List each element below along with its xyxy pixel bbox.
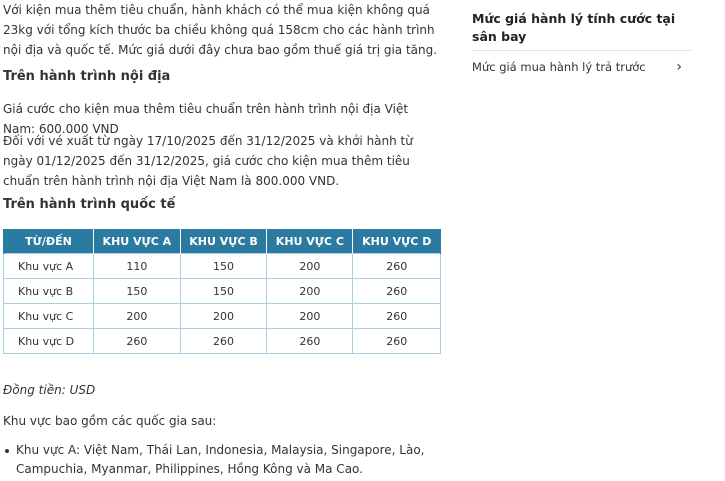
currency-note: Đồng tiền: USD: [3, 383, 96, 397]
table-header-cell: KHU VỰC A: [94, 229, 181, 254]
table-cell: 260: [353, 279, 441, 304]
table-header-cell: TỪ/ĐẾN: [4, 229, 94, 254]
prepaid-baggage-link-label: Mức giá mua hành lý trả trước: [472, 60, 646, 74]
table-cell: Khu vực C: [4, 304, 94, 329]
table-header-cell: KHU VỰC D: [353, 229, 441, 254]
list-item: Khu vực A: Việt Nam, Thái Lan, Indonesia, Malaysia, Singapore, Lào, Campuchia, Myanmar, Philippines, Hồng Kông và Ma Cao.: [3, 441, 443, 479]
table-cell: Khu vực B: [4, 279, 94, 304]
table-row: [4, 254, 441, 279]
sidebar-title: Mức giá hành lý tính cước tại sân bay: [472, 11, 676, 44]
table-cell: 200: [267, 304, 353, 329]
domestic-heading: Trên hành trình nội địa: [3, 69, 171, 84]
sidebar-divider: [472, 50, 692, 51]
table-cell: Khu vực D: [4, 329, 94, 354]
sidebar: [472, 10, 692, 75]
table-row: [4, 304, 441, 329]
table-row: [4, 329, 441, 354]
table-cell: 200: [94, 304, 181, 329]
table-cell: 260: [94, 329, 181, 354]
domestic-price-text: Giá cước cho kiện mua thêm tiêu chuẩn trên hành trình nội địa Việt Nam: 600.000 VND: [3, 102, 409, 136]
table-header-row: [4, 229, 441, 254]
regions-list: [3, 441, 443, 479]
prepaid-baggage-link[interactable]: [472, 60, 682, 76]
table-cell: 260: [353, 304, 441, 329]
chevron-right-icon: ›: [676, 59, 682, 75]
table-cell: 110: [94, 254, 181, 279]
international-price-table: [3, 229, 441, 354]
table-header-cell: KHU VỰC B: [180, 229, 267, 254]
intro-paragraph: Với kiện mua thêm tiêu chuẩn, hành khách có thể mua kiện không quá 23kg với tổng kích thước ba chiều không quá 158cm cho các hành trình nội địa và quốc tế. Mức giá dưới đây chưa bao gồm thuế giá trị gia tăng.: [3, 3, 438, 57]
table-cell: 150: [180, 254, 267, 279]
table-cell: 200: [267, 279, 353, 304]
table-cell: 260: [180, 329, 267, 354]
table-cell: 260: [353, 254, 441, 279]
table-cell: 200: [267, 254, 353, 279]
table-cell: 260: [267, 329, 353, 354]
table-cell: 150: [180, 279, 267, 304]
domestic-promo-text: Đối với vé xuất từ ngày 17/10/2025 đến 31/12/2025 và khởi hành từ ngày 01/12/2025 đến 31/12/2025, giá cước cho kiện mua thêm tiêu chuẩn trên hành trình nội địa Việt Nam là 800.000 VND.: [3, 134, 413, 188]
international-heading: Trên hành trình quốc tế: [3, 197, 176, 212]
regions-intro: Khu vực bao gồm các quốc gia sau:: [3, 414, 217, 428]
table-cell: 150: [94, 279, 181, 304]
table-cell: 260: [353, 329, 441, 354]
table-cell: 200: [180, 304, 267, 329]
table-header-cell: KHU VỰC C: [267, 229, 353, 254]
table-cell: Khu vực A: [4, 254, 94, 279]
table-row: [4, 279, 441, 304]
